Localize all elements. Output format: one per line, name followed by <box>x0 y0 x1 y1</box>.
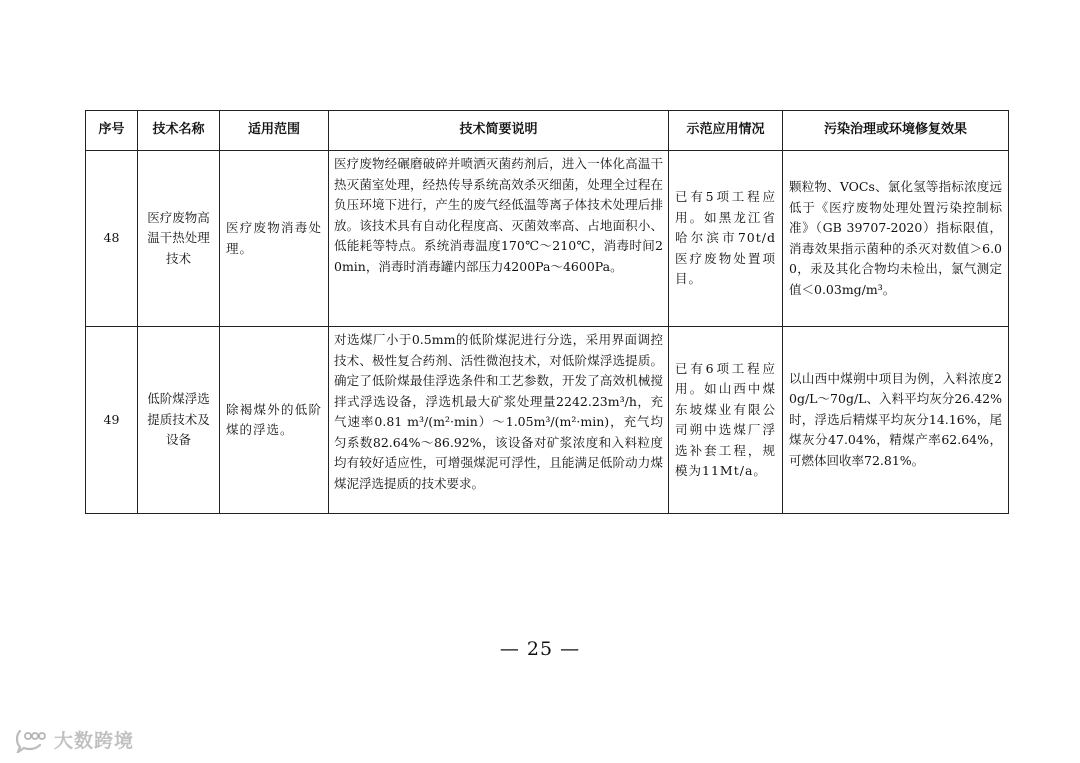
cell-name: 低阶煤浮选提质技术及设备 <box>138 327 220 514</box>
header-description: 技术简要说明 <box>329 111 669 151</box>
cell-application: 已有5项工程应用。如黑龙江省哈尔滨市70t/d医疗废物处置项目。 <box>669 151 783 327</box>
table-row <box>86 327 1009 514</box>
header-effect: 污染治理或环境修复效果 <box>783 111 1009 151</box>
chat-bubble-logo-icon <box>14 727 48 753</box>
watermark <box>14 726 134 753</box>
cell-no: 49 <box>86 327 138 514</box>
header-scope: 适用范围 <box>220 111 329 151</box>
cell-scope: 除褐煤外的低阶煤的浮选。 <box>220 327 329 514</box>
watermark-text: 大数跨境 <box>54 730 135 752</box>
header-no: 序号 <box>86 111 138 151</box>
header-name: 技术名称 <box>138 111 220 151</box>
cell-name: 医疗废物高温干热处理技术 <box>138 151 220 327</box>
header-application: 示范应用情况 <box>669 111 783 151</box>
page-number: — 25 — <box>499 638 581 660</box>
cell-effect: 以山西中煤朔中项目为例，入料浓度20g/L～70g/L、入料平均灰分26.42%时，浮选后精煤平均灰分14.16%，尾煤灰分47.04%，精煤产率62.64%，可燃体回收率72.81%。 <box>783 327 1009 514</box>
cell-description: 对选煤厂小于0.5mm的低阶煤泥进行分选，采用界面调控技术、极性复合药剂、活性微泡技术，对低阶煤浮选提质。确定了低阶煤最佳浮选条件和工艺参数，开发了高效机械搅拌式浮选设备，浮选机最大矿浆处理量2242.23m³/h，充气速率0.81 m³/(m²·min）～1.05m³/(m²·min)，充气均匀系数82.64%～86.92%，该设备对矿浆浓度和入料粒度均有较好适应性，可增强煤泥可浮性，且能满足低阶动力煤煤泥浮选提质的技术要求。 <box>329 327 669 514</box>
table-header-row <box>86 111 1009 151</box>
cell-scope: 医疗废物消毒处理。 <box>220 151 329 327</box>
cell-no: 48 <box>86 151 138 327</box>
cell-description: 医疗废物经碾磨破碎并喷洒灭菌药剂后，进入一体化高温干热灭菌室处理，经热传导系统高效杀灭细菌，处理全过程在负压环境下进行，产生的废气经低温等离子体技术处理后排放。该技术具有自动化程度高、灭菌效率高、占地面积小、低能耗等特点。系统消毒温度170℃～210℃，消毒时间20min，消毒时消毒罐内部压力4200Pa～4600Pa。 <box>329 151 669 327</box>
table-row <box>86 151 1009 327</box>
technology-table <box>85 110 1009 514</box>
cell-effect: 颗粒物、VOCs、氯化氢等指标浓度远低于《医疗废物处理处置污染控制标准》（GB 39707-2020）指标限值，消毒效果指示菌种的杀灭对数值＞6.00，汞及其化合物均未检出，氯气测定值＜0.03mg/m³。 <box>783 151 1009 327</box>
cell-application: 已有6项工程应用。如山西中煤东坡煤业有限公司朔中选煤厂浮选补套工程，规模为11Mt/a。 <box>669 327 783 514</box>
